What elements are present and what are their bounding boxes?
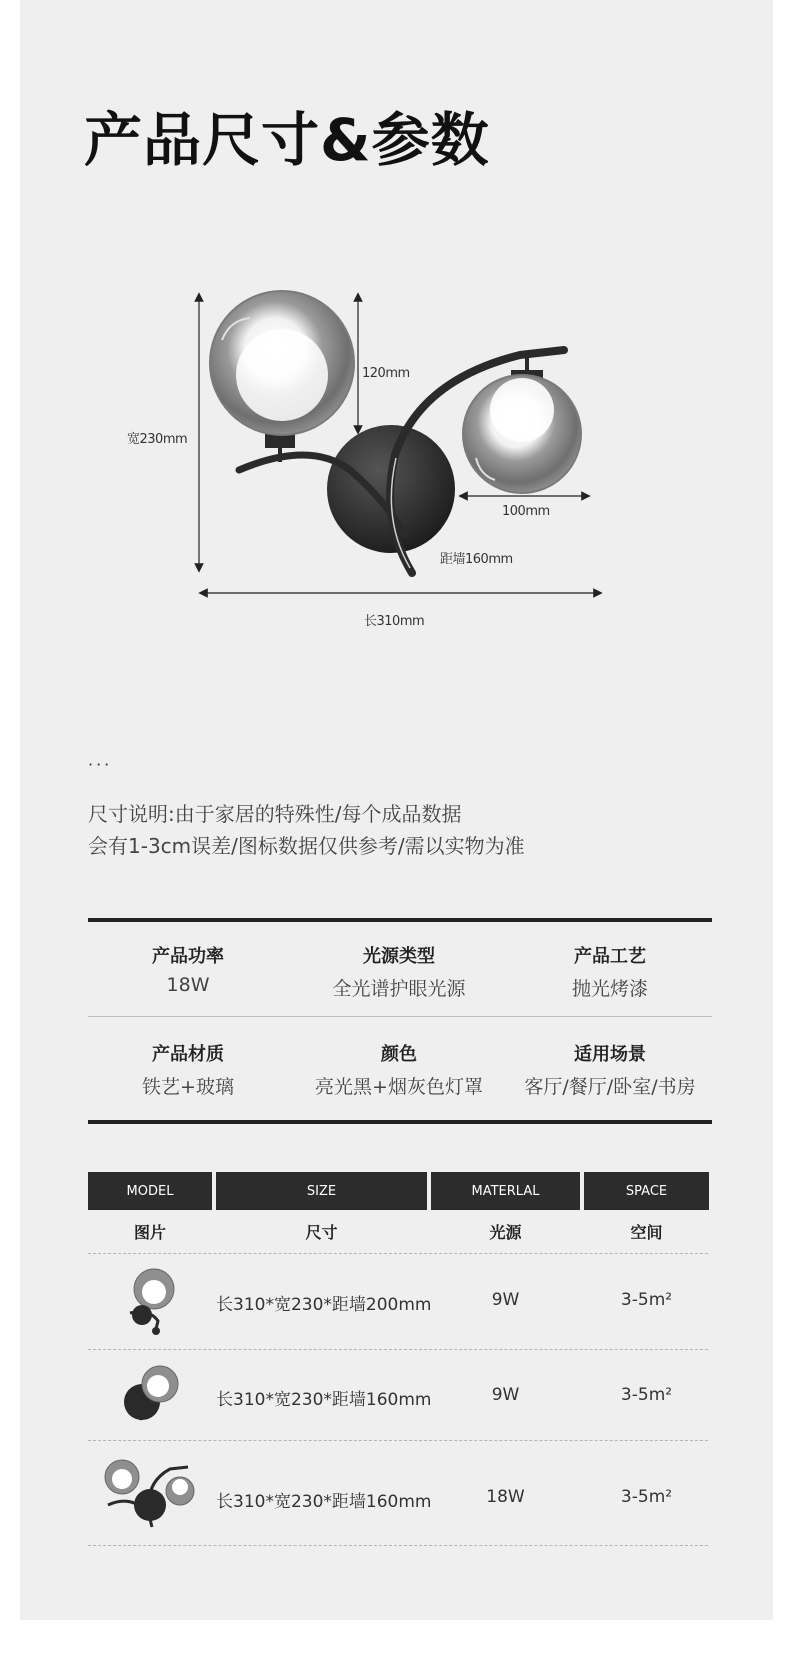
globe-height-label: 120mm — [362, 366, 410, 381]
params-bottom-rule — [88, 1120, 712, 1124]
row-2-power: 9W — [491, 1385, 520, 1405]
row-3-space: 3-5m² — [620, 1487, 673, 1507]
row-1-size: 长310*宽230*距墙200mm — [216, 1295, 432, 1315]
height-label: 宽230mm — [127, 432, 188, 447]
model-thumbnail-1 — [120, 1265, 190, 1337]
note-line-1: 尺寸说明:由于家居的特殊性/每个成品数据 — [88, 802, 462, 826]
globe-width-label: 100mm — [502, 504, 550, 519]
param-value-scene: 客厅/餐厅/卧室/书房 — [524, 1076, 696, 1098]
row-3-power: 18W — [486, 1487, 525, 1507]
table-subheader-image: 图片 — [133, 1223, 166, 1242]
note-line-2: 会有1-3cm误差/图标数据仅供参考/需以实物为准 — [88, 834, 525, 858]
row-3-size: 长310*宽230*距墙160mm — [216, 1492, 432, 1512]
page-title: 产品尺寸&参数 — [84, 106, 490, 174]
param-label-craft: 产品工艺 — [574, 946, 646, 967]
table-header-model: MODEL — [88, 1172, 212, 1210]
param-label-power: 产品功率 — [152, 946, 224, 967]
row-2-size: 长310*宽230*距墙160mm — [216, 1390, 432, 1410]
row-1-power: 9W — [491, 1290, 520, 1310]
table-subheader-light: 光源 — [489, 1223, 522, 1242]
param-label-scene: 适用场景 — [574, 1044, 646, 1065]
param-value-craft: 抛光烤漆 — [571, 978, 648, 1000]
wall-distance-label: 距墙160mm — [440, 552, 513, 567]
table-divider — [88, 1349, 708, 1350]
row-1-space: 3-5m² — [620, 1290, 673, 1310]
param-label-light-source: 光源类型 — [363, 946, 435, 967]
lamp-dimension-diagram — [0, 0, 790, 700]
row-2-space: 3-5m² — [620, 1385, 673, 1405]
table-header-space: SPACE — [584, 1172, 709, 1210]
table-header-material: MATERLAL — [431, 1172, 580, 1210]
table-divider — [88, 1440, 708, 1441]
param-value-light-source: 全光谱护眼光源 — [332, 978, 466, 1000]
param-value-material: 铁艺+玻璃 — [142, 1076, 234, 1098]
param-value-power: 18W — [166, 974, 210, 996]
params-middle-rule — [88, 1016, 712, 1017]
param-label-material: 产品材质 — [152, 1044, 224, 1065]
ellipsis-dots: ··· — [88, 755, 113, 774]
table-divider — [88, 1253, 708, 1254]
param-value-color: 亮光黑+烟灰色灯罩 — [315, 1076, 483, 1098]
table-divider — [88, 1545, 708, 1546]
table-subheader-size: 尺寸 — [305, 1223, 338, 1242]
model-thumbnail-2 — [120, 1360, 190, 1426]
length-label: 长310mm — [364, 614, 425, 629]
table-subheader-space: 空间 — [630, 1223, 663, 1242]
model-thumbnail-3 — [100, 1455, 200, 1529]
param-label-color: 颜色 — [381, 1044, 417, 1065]
table-header-size: SIZE — [216, 1172, 427, 1210]
params-top-rule — [88, 918, 712, 922]
